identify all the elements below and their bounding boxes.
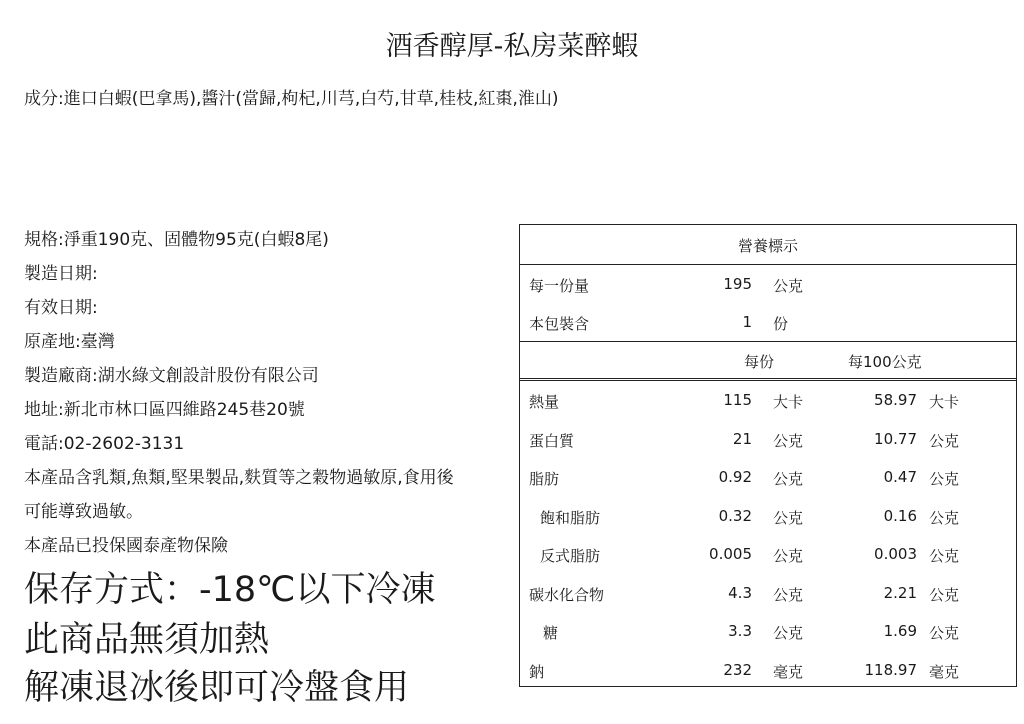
no-heating-notice: 此商品無須加熱 xyxy=(24,620,270,660)
nutrient-name: 鈉 xyxy=(529,662,545,681)
per-100g-unit: 公克 xyxy=(929,508,960,527)
storage-instruction: 保存方式：-18℃以下冷凍 xyxy=(24,570,436,610)
allergen-notice: 本產品含乳類,魚類,堅果製品,麩質等之穀物過敏原,食用後 xyxy=(24,468,454,488)
ingredients: 成分:進口白蝦(巴拿馬),醬汁(當歸,枸杞,川芎,白芍,甘草,桂枝,紅棗,淮山) xyxy=(24,89,559,109)
serving-size-label: 每一份量 xyxy=(529,277,590,295)
per-100g-value: 0.16 xyxy=(883,506,917,525)
per-serving-value: 0.005 xyxy=(709,545,752,563)
nutrition-row xyxy=(520,381,1016,419)
per-serving-unit: 公克 xyxy=(773,585,804,604)
per-100g-value: 0.003 xyxy=(874,545,917,563)
nutrition-row xyxy=(520,651,1016,689)
nutrition-row xyxy=(520,535,1016,573)
servings-value: 1 xyxy=(742,313,752,331)
per-100g-value: 58.97 xyxy=(874,391,917,409)
per-serving-value: 232 xyxy=(723,660,752,679)
per-100g-unit: 公克 xyxy=(929,547,960,565)
per-serving-header: 每份 xyxy=(744,353,775,371)
per-serving-unit: 公克 xyxy=(773,624,804,642)
per-serving-unit: 大卡 xyxy=(773,393,804,411)
nutrient-name: 反式脂肪 xyxy=(540,547,601,565)
nutrient-name: 熱量 xyxy=(529,393,560,411)
nutrition-table xyxy=(519,224,1017,687)
allergen-notice-cont: 可能導致過敏。 xyxy=(24,502,143,522)
origin: 原產地:臺灣 xyxy=(24,332,115,352)
per-serving-unit: 公克 xyxy=(773,547,804,565)
insurance-notice: 本產品已投保國泰產物保險 xyxy=(24,536,228,556)
servings-unit: 份 xyxy=(773,315,789,333)
per-100g-value: 0.47 xyxy=(883,468,917,486)
nutrition-row xyxy=(520,420,1016,458)
per-100g-value: 1.69 xyxy=(883,622,917,640)
product-title: 酒香醇厚-私房菜醉蝦 xyxy=(385,31,639,62)
serving-size-row xyxy=(520,265,1016,303)
per-serving-value: 3.3 xyxy=(728,622,752,640)
serving-size-unit: 公克 xyxy=(773,277,804,295)
spec: 規格:淨重190克、固體物95克(白蝦8尾) xyxy=(24,230,329,250)
per-100g-unit: 毫克 xyxy=(929,662,960,681)
nutrient-name: 蛋白質 xyxy=(529,431,575,450)
per-100g-unit: 大卡 xyxy=(929,393,960,411)
nutrition-row xyxy=(520,574,1016,612)
per-serving-unit: 公克 xyxy=(773,431,804,450)
per-100g-unit: 公克 xyxy=(929,431,960,450)
nutrition-row xyxy=(520,612,1016,650)
thaw-instruction: 解凍退冰後即可冷盤食用 xyxy=(24,668,410,708)
nutrient-name: 飽和脂肪 xyxy=(540,508,601,527)
per-serving-value: 21 xyxy=(732,429,752,448)
per-serving-value: 0.92 xyxy=(718,468,752,486)
manufacturer: 製造廠商:湖水綠文創設計股份有限公司 xyxy=(24,366,319,386)
serving-size-value: 195 xyxy=(723,275,752,293)
per-serving-value: 115 xyxy=(723,391,752,409)
address: 地址:新北市林口區四維路245巷20號 xyxy=(24,400,305,420)
nutrition-heading: 營養標示 xyxy=(737,237,798,255)
per-100g-unit: 公克 xyxy=(929,585,960,604)
servings-label: 本包裝含 xyxy=(529,315,590,333)
per-serving-value: 4.3 xyxy=(728,583,752,602)
per-100g-header: 每100公克 xyxy=(848,353,922,371)
nutrition-row xyxy=(520,497,1016,535)
nutrient-name: 糖 xyxy=(543,624,559,642)
nutrient-name: 脂肪 xyxy=(529,470,560,488)
per-100g-value: 118.97 xyxy=(864,660,917,679)
per-100g-unit: 公克 xyxy=(929,470,960,488)
nutrition-heading-row xyxy=(520,225,1016,263)
servings-row xyxy=(520,303,1016,341)
per-100g-unit: 公克 xyxy=(929,624,960,642)
column-header-row xyxy=(520,341,1016,379)
expiry-date: 有效日期: xyxy=(24,298,98,318)
per-serving-unit: 毫克 xyxy=(773,662,804,681)
manufacture-date: 製造日期: xyxy=(24,264,98,284)
per-serving-unit: 公克 xyxy=(773,508,804,527)
phone: 電話:02-2602-3131 xyxy=(24,434,185,454)
nutrition-row xyxy=(520,458,1016,496)
per-100g-value: 2.21 xyxy=(883,583,917,602)
per-serving-unit: 公克 xyxy=(773,470,804,488)
per-serving-value: 0.32 xyxy=(718,506,752,525)
nutrient-name: 碳水化合物 xyxy=(529,585,605,604)
per-100g-value: 10.77 xyxy=(874,429,917,448)
